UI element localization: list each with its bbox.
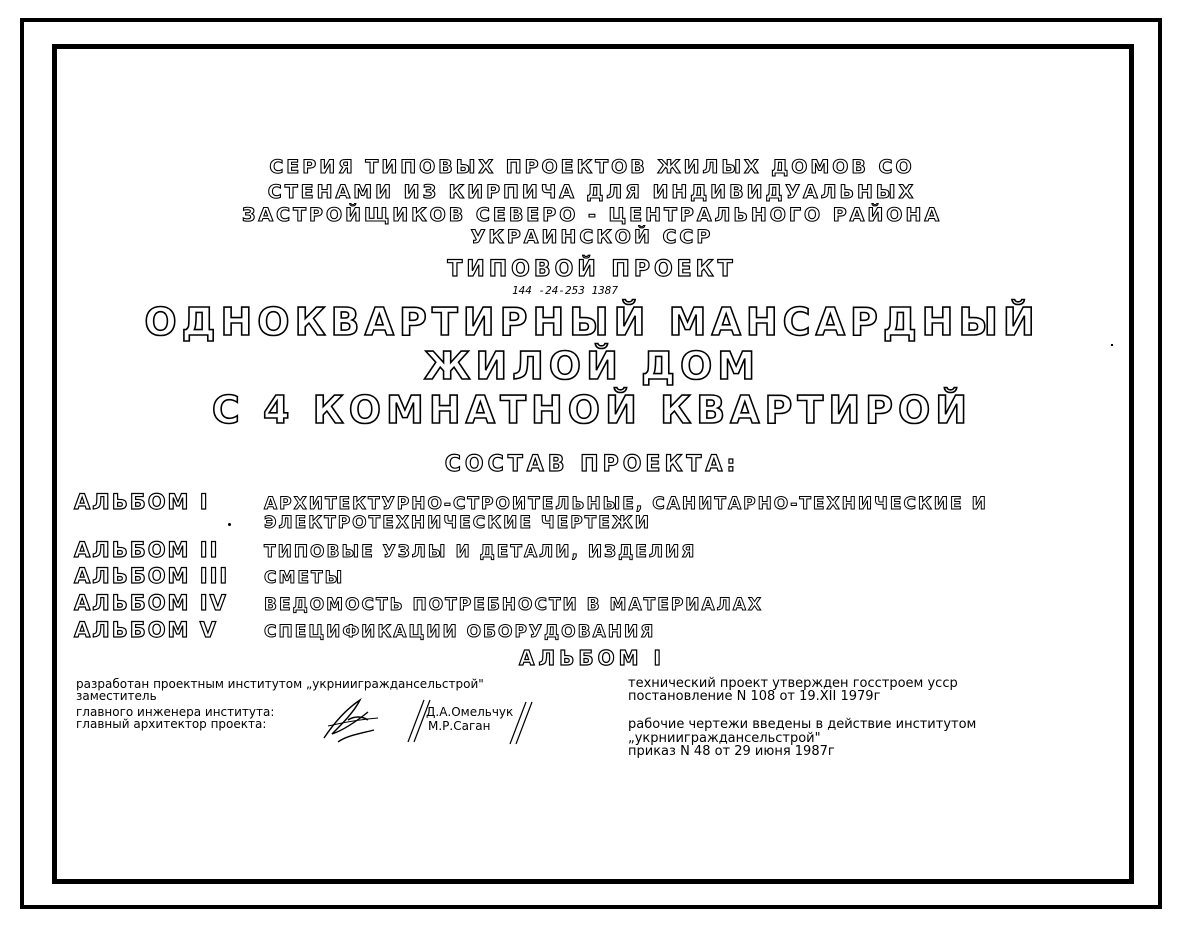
stray-mark: [1111, 344, 1113, 346]
bracket-right-marks: [500, 700, 536, 746]
chief-architect-line: главный архитектор проекта:: [76, 717, 267, 731]
title-line-1: ОДНОКВАРТИРНЫЙ МАНСАРДНЫЙ: [144, 300, 1040, 344]
approval-line-4: „укрниигражданcельстрой": [628, 731, 821, 746]
album-row-1-cont: [74, 513, 651, 533]
chief-engineer-line: главного инженера института:: [76, 705, 275, 719]
album-row-1: [74, 490, 988, 514]
album-label: АЛЬБОМ II: [74, 538, 220, 562]
album-label: АЛЬБОМ I: [74, 490, 210, 514]
approval-line-5: приказ N 48 от 29 июня 1987г: [628, 744, 835, 759]
approval-line-1: технический проект утвержден госстроем усср: [628, 676, 958, 691]
signature-image: [318, 690, 388, 748]
current-album: АЛЬБОМ I: [519, 646, 665, 670]
title-line-2: ЖИЛОЙ ДОМ: [423, 344, 761, 388]
composition-heading: СОСТАВ ПРОЕКТА:: [444, 452, 740, 477]
album-desc: ВЕДОМОСТЬ ПОТРЕБНОСТИ В МАТЕРИАЛАХ: [264, 595, 764, 615]
album-desc: ТИПОВЫЕ УЗЛЫ И ДЕТАЛИ, ИЗДЕЛИЯ: [264, 542, 697, 562]
album-label: АЛЬБОМ III: [74, 564, 230, 588]
series-line-3: ЗАСТРОЙЩИКОВ СЕВЕРО - ЦЕНТРАЛЬНОГО РАЙОНА: [241, 204, 943, 226]
name-omelchuk: Д.А.Омельчук: [426, 705, 514, 719]
album-row-4: [74, 591, 763, 615]
album-row-5: [74, 618, 655, 642]
approval-line-3: рабочие чертежи введены в действие институтом: [628, 717, 977, 732]
name-sagan: М.Р.Саган: [428, 719, 491, 733]
project-number: 144 -24-253 1387: [512, 284, 618, 297]
album-row-2: [74, 538, 696, 562]
series-line-1: СЕРИЯ ТИПОВЫХ ПРОЕКТОВ ЖИЛЫХ ДОМОВ СО: [269, 156, 915, 178]
album-desc: АРХИТЕКТУРНО-СТРОИТЕЛЬНЫЕ, САНИТАРНО-ТЕХНИЧЕСКИЕ И: [264, 494, 988, 514]
album-desc: СМЕТЫ: [264, 568, 345, 588]
series-line-2: СТЕНАМИ ИЗ КИРПИЧА ДЛЯ ИНДИВИДУАЛЬНЫХ: [267, 181, 917, 203]
project-type: ТИПОВОЙ ПРОЕКТ: [447, 257, 737, 282]
developer-line: разработан проектным институтом „укрниигражданcельстрой": [76, 677, 484, 691]
title-line-3: С 4 КОМНАТНОЙ КВАРТИРОЙ: [211, 388, 973, 432]
album-label: АЛЬБОМ V: [74, 618, 219, 642]
album-row-3: [74, 564, 344, 588]
deputy-line: заместитель: [76, 689, 157, 703]
album-desc: ЭЛЕКТРОТЕХНИЧЕСКИЕ ЧЕРТЕЖИ: [264, 513, 651, 533]
album-label: АЛЬБОМ IV: [74, 591, 228, 615]
approval-line-2: постановление N 108 от 19.XII 1979г: [628, 689, 881, 704]
album-desc: СПЕЦИФИКАЦИИ ОБОРУДОВАНИЯ: [264, 622, 656, 642]
series-line-4: УКРАИНСКОЙ ССР: [470, 226, 714, 248]
